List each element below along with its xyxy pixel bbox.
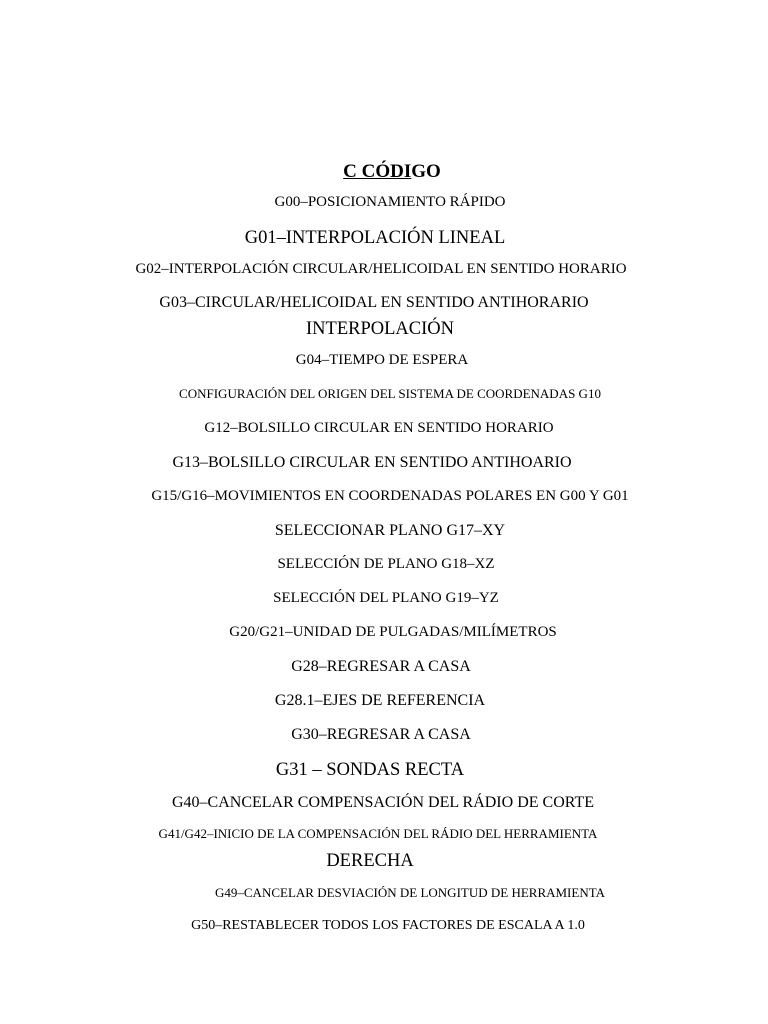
- line-g30: G30–REGRESAR A CASA: [291, 726, 471, 743]
- title-underlined-part: C CÓDI: [343, 161, 412, 182]
- line-derecha: DERECHA: [326, 851, 414, 871]
- line-g19: SELECCIÓN DEL PLANO G19–YZ: [273, 590, 499, 606]
- line-g28-1: G28.1–EJES DE REFERENCIA: [274, 692, 486, 709]
- line-interpolacion: INTERPOLACIÓN: [306, 319, 454, 339]
- line-g40: G40–CANCELAR COMPENSACIÓN DEL RÁDIO DE CORTE: [171, 794, 595, 811]
- line-g00: G00–POSICIONAMIENTO RÁPIDO: [274, 194, 506, 210]
- line-g41-g42: G41/G42–INICIO DE LA COMPENSACIÓN DEL RÁDIO DEL HERRAMIENTA: [158, 826, 598, 841]
- line-g12: G12–BOLSILLO CIRCULAR EN SENTIDO HORARIO: [204, 420, 554, 436]
- line-g02: G02–INTERPOLACIÓN CIRCULAR/HELICOIDAL EN SENTIDO HORARIO: [135, 261, 627, 277]
- title-rest-part: GO: [411, 161, 441, 182]
- line-g04: G04–TIEMPO DE ESPERA: [295, 352, 469, 368]
- line-g18: SELECCIÓN DE PLANO G18–XZ: [277, 556, 495, 572]
- line-g28: G28–REGRESAR A CASA: [291, 658, 471, 675]
- line-g20-g21: G20/G21–UNIDAD DE PULGADAS/MILÍMETROS: [229, 624, 557, 640]
- line-g15-g16: G15/G16–MOVIMIENTOS EN COORDENADAS POLARES EN G00 Y G01: [151, 488, 629, 504]
- line-g03: G03–CIRCULAR/HELICOIDAL EN SENTIDO ANTIHORARIO: [159, 294, 589, 311]
- line-g49: G49–CANCELAR DESVIACIÓN DE LONGITUD DE HERRAMIENTA: [214, 885, 606, 900]
- line-g10: CONFIGURACIÓN DEL ORIGEN DEL SISTEMA DE COORDENADAS G10: [179, 386, 601, 401]
- line-g50: G50–RESTABLECER TODOS LOS FACTORES DE ESCALA A 1.0: [191, 918, 585, 933]
- line-g13: G13–BOLSILLO CIRCULAR EN SENTIDO ANTIHOARIO: [172, 454, 572, 471]
- line-g17: SELECCIONAR PLANO G17–XY: [274, 522, 506, 539]
- line-g01: G01–INTERPOLACIÓN LINEAL: [244, 228, 506, 248]
- line-g31: G31 – SONDAS RECTA: [275, 760, 465, 780]
- document-title: [343, 162, 441, 181]
